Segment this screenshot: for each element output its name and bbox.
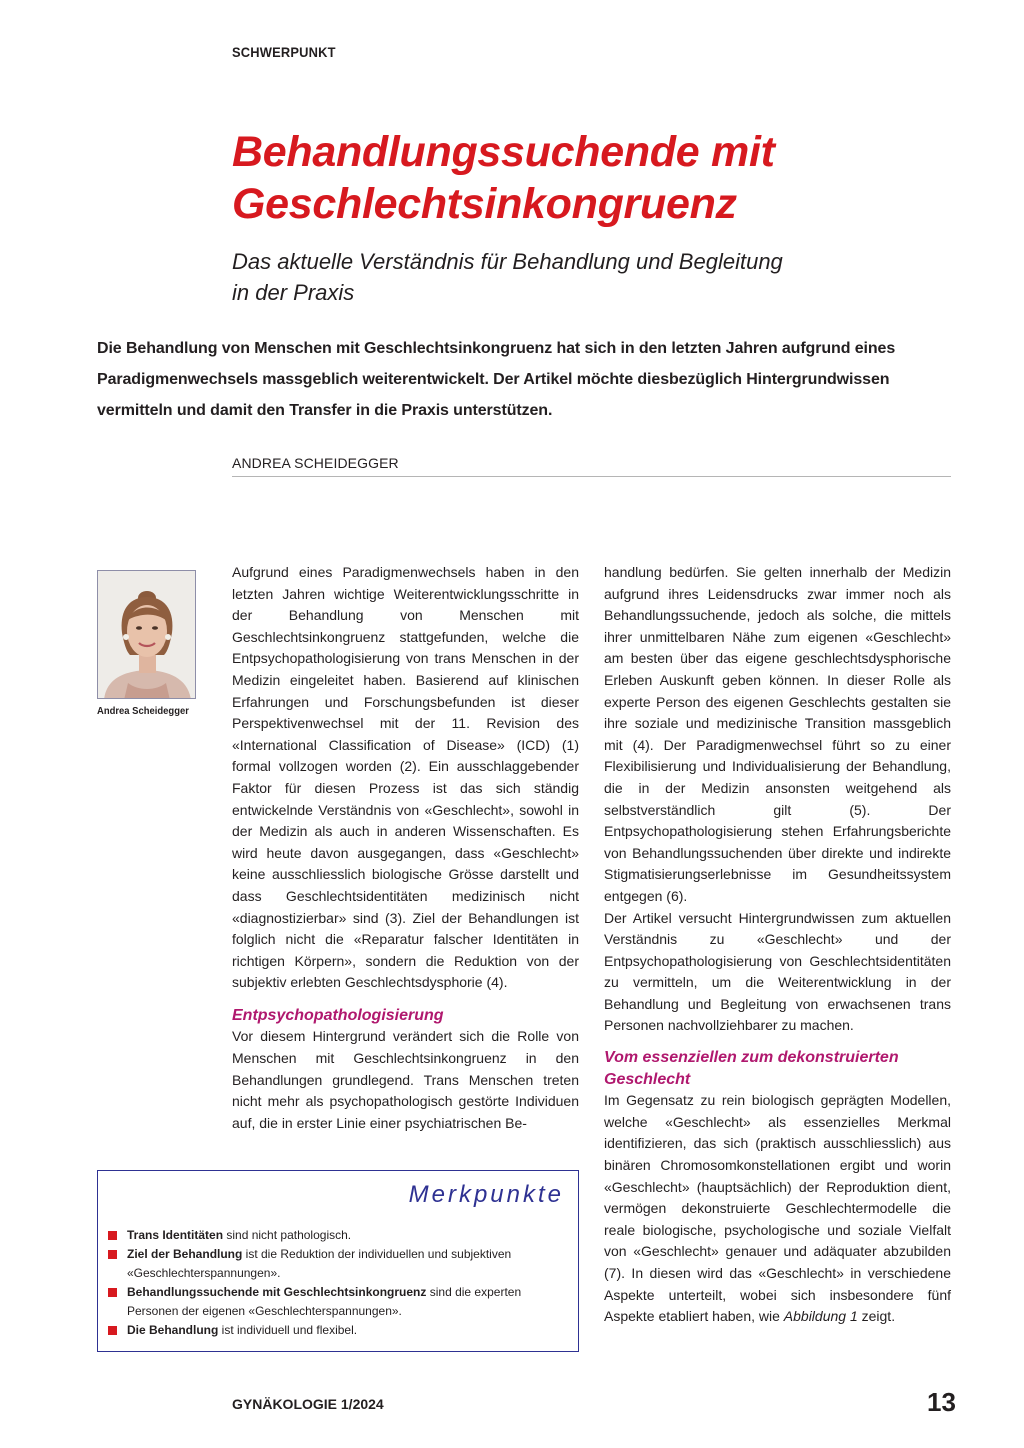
subtitle-line-2: in der Praxis [232, 280, 355, 305]
body-paragraph-5 [604, 1090, 951, 1328]
merkpunkte-item-text: sind nicht pathologisch. [223, 1228, 352, 1242]
square-bullet-icon [108, 1326, 117, 1335]
square-bullet-icon [108, 1231, 117, 1240]
merkpunkte-item [108, 1283, 570, 1321]
author-photo [97, 570, 196, 699]
body-paragraph-2: Vor diesem Hintergrund verändert sich die Rolle von Menschen mit Geschlechtsinkongruenz in den Behandlungen grundlegend. Trans Menschen treten nicht mehr als psychopathologisch gestörte Individuen auf, die in erster Linie einer psychiatrischen Be- [232, 1028, 579, 1131]
body-column-middle [232, 562, 579, 1134]
square-bullet-icon [108, 1288, 117, 1297]
body-paragraph-3: handlung bedürfen. Sie gelten innerhalb der Medizin aufgrund ihres Leidensdrucks zwar immer noch als Behandlungssuchende, jedoch als solche, die mittels ihrer unmittelbaren Nähe zum eigenen «Geschlecht» am besten über das eigene geschlechtsdysphorische Erleben Auskunft geben können. In dieser Rolle als experte Person des eigenen Geschlechts gestalten sie ihre soziale und medizinische Transition massgeblich mit (4). Der Paradigmenwechsel führt so zu einer Flexibilisierung und Individualisierung der Behandlung, die in der Medizin ansonsten weitgehend als selbstverständlich gilt (5). Der Entpsychopathologisierung stehen Erfahrungsberichte von Behandlungssuchenden über direkte und indirekte Stigmatisierungserlebnisse im Gesundheitssystem entgegen (6). [604, 564, 951, 904]
merkpunkte-item [108, 1321, 570, 1340]
body-paragraph-4: Der Artikel versucht Hintergrundwissen zum aktuellen Verständnis zu «Geschlecht» und der Entpsychopathologisierung von Geschlechtsidentitäten zu vermitteln, um die Weiterentwicklung in der Behandlung und Begleitung von erwachsenen trans Personen nachvollziehbarer zu machen. [604, 909, 951, 1034]
merkpunkte-item [108, 1226, 570, 1245]
author-name: ANDREA SCHEIDEGGER [232, 455, 399, 471]
subheading-geschlecht: Vom essenziellen zum dekonstruierten Geschlecht [604, 1049, 899, 1088]
subheading-entpsychopathologisierung: Entpsychopathologisierung [232, 1006, 444, 1024]
merkpunkte-item-bold: Ziel der Behandlung [127, 1247, 243, 1261]
journal-issue: GYNÄKOLOGIE 1/2024 [232, 1396, 384, 1412]
merkpunkte-item-text: ist die Reduktion der individuellen und subjektiven «Geschlechterspannungen». [127, 1247, 512, 1280]
merkpunkte-item-bold: Behandlungssuchende mit Geschlechtsinkongruenz [127, 1285, 427, 1299]
merkpunkte-title: Merkpunkte [408, 1181, 564, 1208]
figure-reference: Abbildung 1 [783, 1308, 858, 1325]
body-paragraph-1: Aufgrund eines Paradigmenwechsels haben in den letzten Jahren wichtige Weiterentwicklungsschritte in der Behandlung von Menschen mit Geschlechtsinkongruenz stattgefunden, welche die Entpsychopathologisierung von trans Menschen in der Medizin eingeleitet haben. Basierend auf klinischen Erfahrungen und Forschungsbefunden ist dieser Perspektivenwechsel mit der 11. Revision des «International Classification of Disease» (ICD) (1) formal vollzogen worden (2). Ein ausschlaggebender Faktor für diesen Prozess ist das sich ständig entwickelnde Verständnis von «Geschlecht», sowohl in der Medizin als auch in anderen Wissenschaften. Es wird heute davon ausgegangen, dass «Geschlecht» keine ausschliesslich biologische Grösse darstellt und dass Geschlechtsidentitäten medizinisch nicht «diagnostizierbar» sind (3). Ziel der Behandlungen ist folglich nicht die «Reparatur falscher Identitäten in richtigen Körpern», sondern die Reduktion von der subjektiv erlebten Geschlechtsdysphorie (4). [232, 564, 579, 991]
page-number: 13 [927, 1387, 956, 1417]
body-paragraph-5-end: zeigt. [857, 1308, 896, 1325]
author-portrait-image [98, 571, 196, 699]
article-subtitle [232, 246, 952, 308]
body-column-right [604, 562, 951, 1328]
article-title [232, 126, 972, 230]
merkpunkte-item-text: sind die experten Personen der eigenen «Geschlechterspannungen». [127, 1285, 522, 1318]
merkpunkte-item-bold: Trans Identitäten [127, 1228, 224, 1242]
merkpunkte-item-bold: Die Behandlung [127, 1323, 219, 1337]
author-divider [232, 476, 951, 477]
body-paragraph-5-text: Im Gegensatz zu rein biologisch geprägten Modellen, welche «Geschlecht» als essenzielles Merkmal identifizieren, das sich (praktisch ausschliesslich) aus binären Chromosomkonstellationen ergibt und worin «Geschlecht» (hauptsächlich) der Reproduktion dient, vermögen dekonstruierte Geschlechtermodelle die reale biologische, psychologische und soziale Vielfalt von «Geschlecht» genauer und adäquater abzubilden (7). In diesen wird das «Geschlecht» in verschiedene Aspekte unterteilt, wobei sich insbesondere fünf Aspekte etabliert haben, wie [604, 1092, 951, 1325]
title-line-1: Behandlungssuchende mit [232, 128, 775, 176]
merkpunkte-box [97, 1170, 579, 1352]
merkpunkte-list [108, 1226, 570, 1340]
merkpunkte-item [108, 1245, 570, 1283]
title-line-2: Geschlechtsinkongruenz [232, 180, 737, 228]
photo-caption: Andrea Scheidegger [97, 705, 189, 717]
square-bullet-icon [108, 1250, 117, 1259]
merkpunkte-item-text: ist individuell und flexibel. [218, 1323, 358, 1337]
article-lead: Die Behandlung von Menschen mit Geschlechtsinkongruenz hat sich in den letzten Jahren aufgrund eines Paradigmenwechsels massgeblich weiterentwickelt. Der Artikel möchte diesbezüglich Hintergrundwissen vermitteln und damit den Transfer in die Praxis unterstützen. [97, 340, 896, 419]
section-label: SCHWERPUNKT [232, 44, 336, 60]
subtitle-line-1: Das aktuelle Verständnis für Behandlung und Begleitung [232, 249, 783, 274]
